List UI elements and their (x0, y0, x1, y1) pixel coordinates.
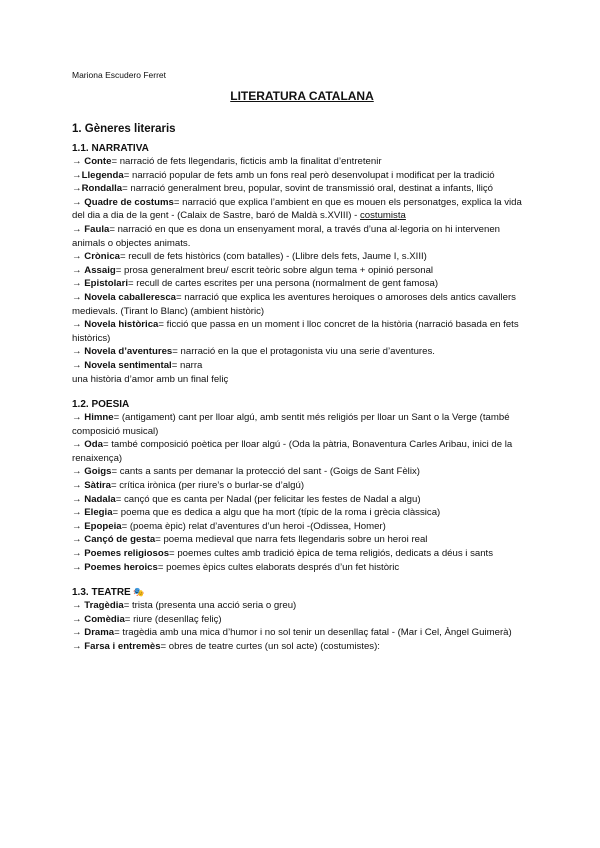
entry-list (72, 411, 532, 574)
arrow-icon: → (72, 520, 85, 532)
entry-definition: = narració que explica l’ambient en que es mouen els personatges, explica la vida del dia a dia de la gent - (Calaix de Sastre, baró de Maldà s.XVIII) - (72, 196, 522, 222)
arrow-icon: → (72, 251, 85, 263)
entry-definition: = obres de teatre curtes (un sol acte) (costumistes): (160, 641, 380, 652)
arrow-icon: → (72, 169, 82, 181)
definition-entry (72, 613, 532, 627)
definition-entry (72, 533, 532, 547)
entry-definition: = cants a sants per demanar la protecció del sant - (Goigs de Sant Fèlix) (111, 466, 420, 478)
definition-entry (72, 506, 532, 520)
subsection-heading-text: 1.3. TEATRE (72, 587, 131, 599)
definition-entry (72, 493, 532, 507)
arrow-icon: → (72, 439, 85, 451)
definition-entry (72, 520, 532, 534)
entry-term: Epistolari (84, 278, 128, 290)
entry-definition: = narració en la que el protagonista viu una serie d’aventures. (172, 346, 435, 358)
definition-entry (72, 640, 532, 654)
definition-entry (72, 223, 532, 250)
section-spacer (72, 386, 532, 399)
definition-entry (72, 359, 532, 373)
entry-term: Assaig (84, 264, 116, 276)
entry-note: costumista (359, 210, 406, 222)
arrow-icon: → (72, 466, 85, 478)
entry-definition: = recull de cartes escrites per una persona (normalment de gent famosa) (127, 278, 439, 290)
entry-term: Comèdia (84, 613, 125, 625)
entry-term: Sàtira (84, 480, 111, 492)
definition-entry (72, 561, 532, 575)
subsection (72, 143, 532, 386)
entry-definition: = riure (desenllaç feliç) (124, 613, 222, 625)
subsection-heading-text: 1.2. POESIA (72, 399, 130, 411)
definition-entry (72, 264, 532, 278)
definition-entry (72, 345, 532, 359)
entry-list (72, 155, 532, 386)
entry-definition: = prosa generalment breu/ escrit teòric sobre algun tema + opinió personal (115, 264, 434, 276)
entry-definition: = cançó que es canta per Nadal (per felicitar les festes de Nadal a algu) (115, 493, 421, 505)
entry-term: Faula (84, 223, 110, 235)
entry-term: Novela històrica (84, 319, 159, 331)
definition-entry (72, 169, 532, 183)
entry-definition: = (antigament) cant per lloar algú, amb sentit més religiós per lloar un Sant o la Verge (també composició musical) (72, 412, 510, 437)
entry-definition: = narra (171, 359, 203, 371)
arrow-icon: → (72, 183, 82, 195)
entry-term: Tragèdia (84, 600, 124, 612)
subsection-heading (72, 399, 532, 410)
definition-entry (72, 599, 532, 613)
entry-definition: = tragèdia amb una mica d’humor i no sol tenir un desenllaç fatal - (Mar i Cel, Àngel Guimerà) (114, 627, 512, 639)
arrow-icon: → (72, 196, 85, 208)
definition-entry (72, 438, 532, 465)
entry-definition: = narració popular de fets amb un fons real però desenvolupat i modificat per la tradició (123, 169, 495, 181)
subsection-heading (72, 143, 532, 154)
arrow-icon: → (72, 291, 85, 303)
entry-term: Elegia (84, 507, 113, 519)
document-page (72, 70, 532, 654)
definition-entry (72, 411, 532, 438)
arrow-icon: → (72, 534, 85, 546)
entry-term: Oda (84, 439, 103, 451)
definition-entry (72, 277, 532, 291)
entry-term: Poemes religiosos (84, 548, 170, 560)
arrow-icon: → (72, 627, 85, 639)
definition-entry (72, 465, 532, 479)
entry-term: Goigs (84, 466, 112, 478)
author-name: Mariona Escudero Ferret (72, 70, 167, 80)
entry-term: Epopeia (84, 520, 122, 532)
arrow-icon: → (72, 359, 85, 371)
definition-entry (72, 547, 532, 561)
definition-entry (72, 155, 532, 169)
entry-definition: = poema que es dedica a algu que ha mort (típic de la roma i grècia clàssica) (112, 507, 441, 519)
arrow-icon: → (72, 319, 85, 331)
entry-term: Himne (84, 412, 114, 424)
arrow-icon: → (72, 613, 85, 625)
arrow-icon: → (72, 480, 85, 492)
entry-definition: = també composició poètica per lloar algú - (Oda la pàtria, Bonaventura Carles Aribau, inici de la renaixença) (72, 439, 513, 464)
entry-term: Nadala (84, 493, 116, 505)
subsection-heading-text: 1.1. NARRATIVA (72, 143, 149, 154)
sections-container (72, 143, 532, 654)
entry-term: Crònica (84, 251, 120, 263)
arrow-icon: → (72, 346, 85, 358)
entry-term: Quadre de costums (84, 196, 174, 208)
definition-entry (72, 182, 532, 196)
entry-term: Farsa i entremès (84, 641, 161, 652)
entry-definition: = crítica irònica (per riure’s o burlar-se d’algú) (110, 480, 305, 492)
entry-term: Novela caballeresca (84, 291, 177, 303)
entry-term: Poemes heroics (84, 561, 158, 573)
theater-masks-icon: 🎭 (130, 587, 145, 598)
entry-definition: = narració que explica les aventures heroiques o amoroses dels antics cavallers medievals. (Tirant lo Blanc) (ambient històric) (72, 291, 516, 317)
entry-definition: = recull de fets històrics (com batalles) - (Llibre dels fets, Jaume I, s.XIII) (120, 251, 427, 263)
definition-entry (72, 196, 532, 223)
entry-term: Llegenda (81, 169, 124, 181)
subsection-heading (72, 587, 532, 598)
arrow-icon: → (72, 507, 85, 519)
definition-entry (72, 318, 532, 345)
definition-entry (72, 479, 532, 493)
arrow-icon: → (72, 600, 85, 612)
entry-definition: = (poema èpic) relat d’aventures d’un heroi -(Odissea, Homer) (121, 520, 386, 532)
subsection (72, 399, 532, 574)
entry-term: Cançó de gesta (84, 534, 156, 546)
entry-term: Novela d’aventures (84, 346, 173, 358)
entry-definition: = narració en que es dona un ensenyament moral, a través d’una al·legoria on hi intervenen animals o objectes animats. (72, 223, 500, 249)
arrow-icon: → (72, 223, 85, 235)
subsection (72, 587, 532, 653)
entry-term: Novela sentimental (84, 359, 172, 371)
definition-entry (72, 373, 532, 387)
arrow-icon: → (72, 278, 85, 290)
section-heading: 1. Gèneres literaris (72, 123, 176, 135)
section-spacer (72, 574, 532, 587)
arrow-icon: → (72, 561, 85, 573)
arrow-icon: → (72, 548, 85, 560)
entry-definition: = narració generalment breu, popular, sovint de transmissió oral, destinat a infants, lliçó (122, 183, 494, 195)
entry-term: Conte (84, 156, 112, 167)
definition-entry (72, 250, 532, 264)
arrow-icon: → (72, 264, 85, 276)
arrow-icon: → (72, 641, 85, 652)
entry-definition: = narració de fets llegendaris, ficticis amb la finalitat d’entretenir (111, 156, 382, 167)
entry-definition: = poemes èpics cultes elaborats després d’un fet històric (157, 561, 400, 573)
definition-entry (72, 626, 532, 640)
document-title: LITERATURA CATALANA (230, 89, 374, 103)
entry-term: Drama (84, 627, 115, 639)
entry-list (72, 599, 532, 653)
definition-entry (72, 291, 532, 318)
entry-definition: = trista (presenta una acció seria o greu) (123, 600, 297, 612)
arrow-icon: → (72, 493, 85, 505)
entry-term: Rondalla (81, 183, 123, 195)
entry-definition: una història d’amor amb un final feliç (72, 373, 229, 385)
entry-definition: = poemes cultes amb tradició èpica de tema religiós, dedicats a déus i sants (169, 548, 494, 560)
arrow-icon: → (72, 412, 85, 424)
entry-definition: = poema medieval que narra fets llegendaris sobre un heroi real (155, 534, 428, 546)
entry-definition: = ficció que passa en un moment i lloc concret de la història (narració basada en fets històrics) (72, 319, 519, 344)
arrow-icon: → (72, 156, 85, 167)
